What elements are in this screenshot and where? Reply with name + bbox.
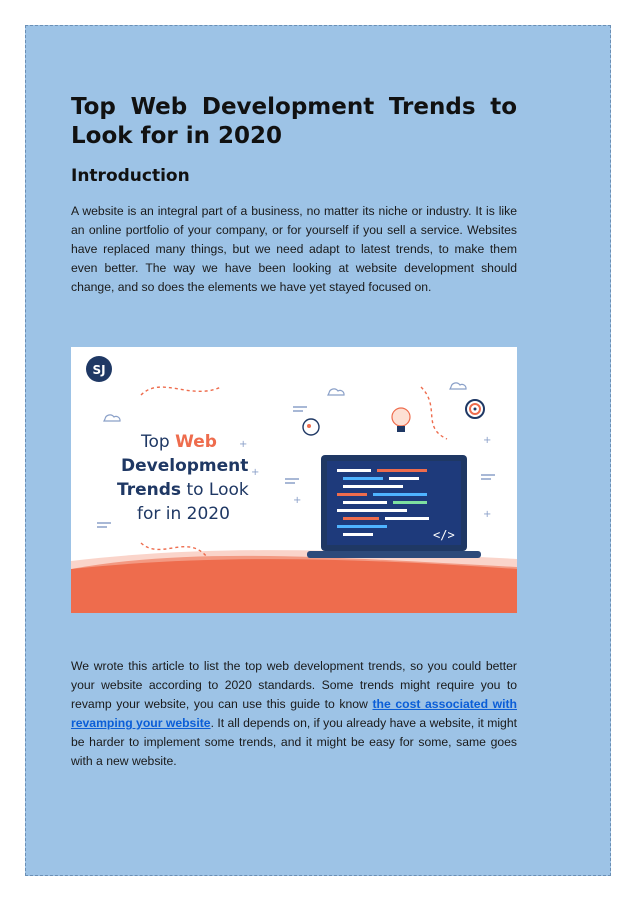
sparkle-icon: + [483, 509, 492, 520]
hero-image [71, 347, 517, 613]
code-tag: </> [433, 528, 455, 542]
section-heading: Introduction [71, 166, 190, 186]
head-icon [303, 419, 319, 435]
sparkle-icon: + [293, 495, 302, 506]
cloud-icon [328, 389, 344, 395]
cloud-icon [104, 415, 120, 421]
hero-line-3: Trends to Look [117, 480, 249, 500]
second-paragraph: We wrote this article to list the top web development trends, so you could better your website according to 2020 standards. Some trends might require you to revamp your website, you can use this guide to know the cost associated with revamping your website. It all depends on, if you already have a website, it might be harder to implement some trends, and it might be easy for some, same goes with a new website. [71, 659, 517, 768]
cloud-icon [450, 383, 466, 389]
hero-line-4: for in 2020 [137, 504, 230, 524]
hero-line-2: Development [121, 456, 249, 476]
hero-illustration [71, 347, 517, 613]
lightbulb-icon [392, 408, 410, 426]
article-header [71, 93, 517, 297]
sparkle-icon: + [239, 439, 248, 450]
logo-text: SJ [92, 363, 106, 377]
sparkle-icon: + [251, 467, 260, 478]
dotted-curve [141, 387, 221, 395]
hero-line-1: Top Web [141, 432, 217, 452]
article-title: Top Web Development Trends to Look for in 2020 [71, 94, 517, 149]
dotted-curve [421, 387, 447, 439]
cost-link[interactable]: the cost associated with revamping your website [71, 697, 517, 730]
sparkle-icon: + [483, 435, 492, 446]
intro-paragraph: A website is an integral part of a business, no matter its niche or industry. It is like an online portfolio of your company, or for yourself if you sell a service. Websites have replaced many things, but we need adapt to latest trends, to make them even better. The way we have been looking at website development should change, and so does the elements we have yet stayed focused on. [71, 204, 517, 294]
laptop-base [307, 551, 481, 558]
